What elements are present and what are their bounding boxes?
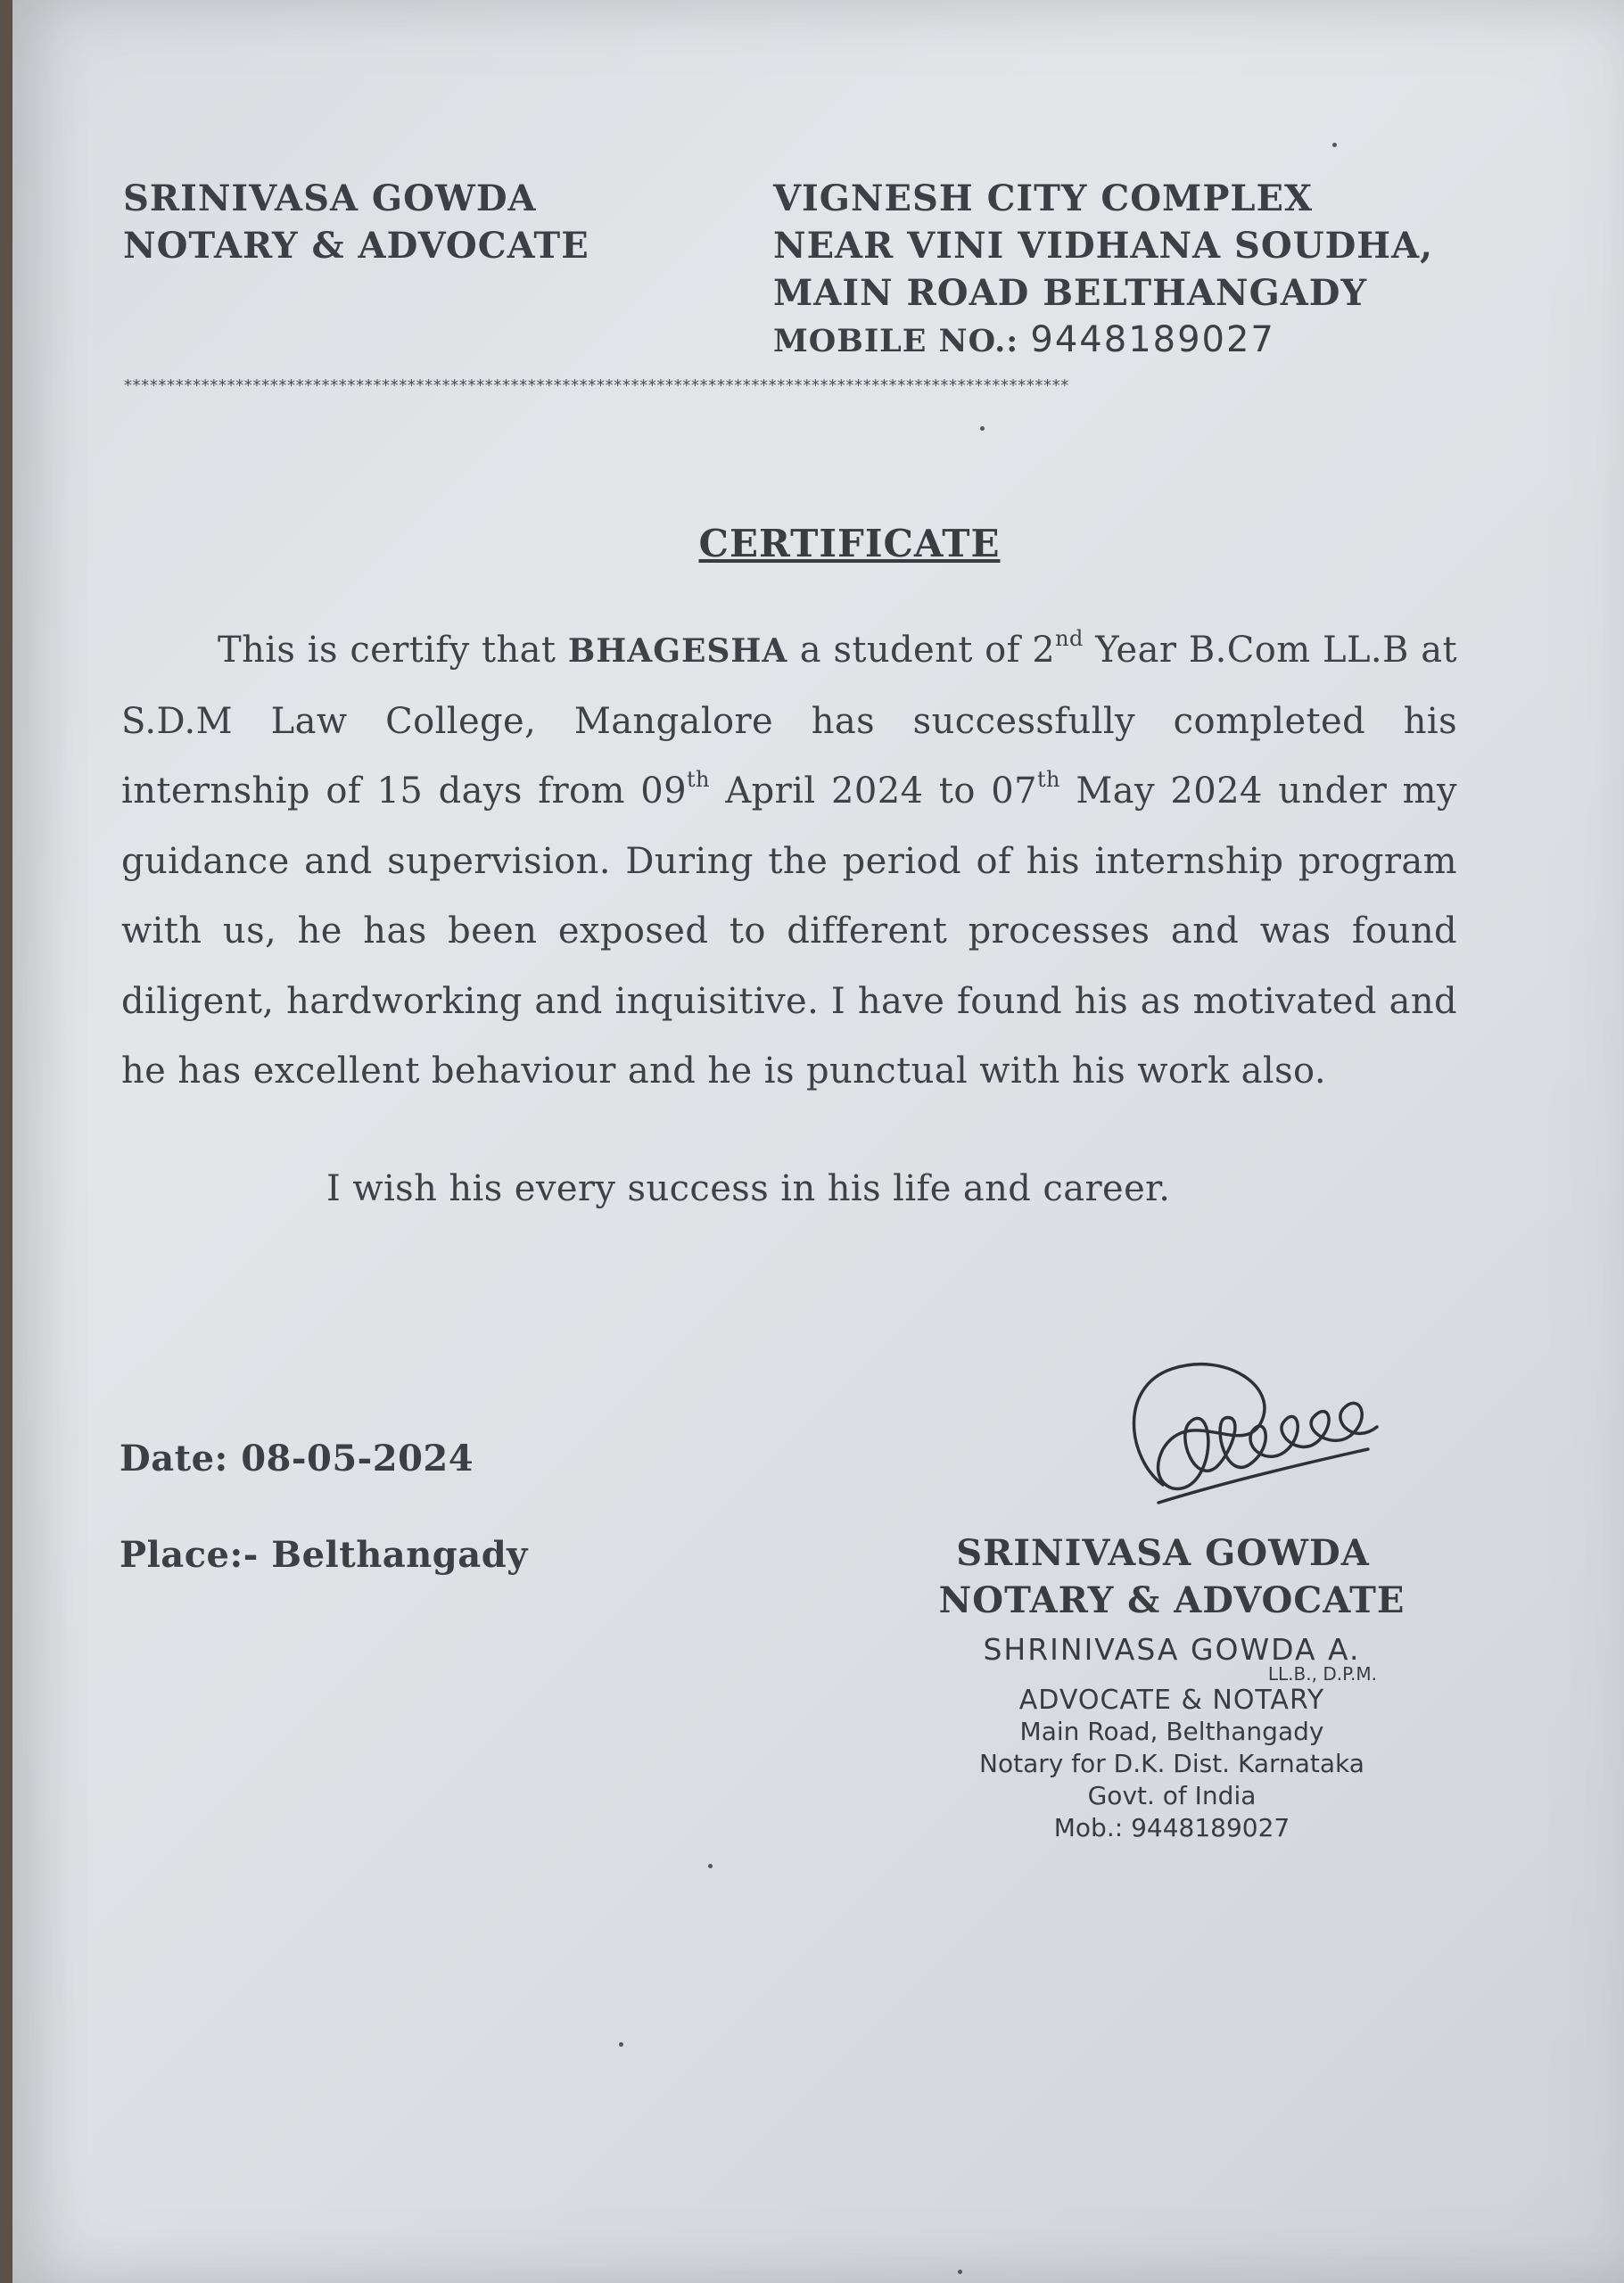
signatory-block: [922, 1529, 1422, 1624]
handwritten-signature: [1109, 1351, 1395, 1529]
body-april: April 2024 to 07: [725, 771, 1037, 812]
body-paragraph: [121, 615, 1457, 1107]
letterhead-left: [123, 175, 589, 269]
stamp-degrees: LL.B., D.P.M.: [1267, 1663, 1377, 1685]
student-name: BHAGESHA: [567, 632, 788, 670]
certificate-place: Place:- Belthangady: [120, 1534, 528, 1576]
stamp-mobile: Mob.: 9448189027: [1053, 1813, 1290, 1842]
address-line-3: MAIN ROAD BELTHANGADY: [773, 272, 1367, 314]
stamp-role: ADVOCATE & NOTARY: [1018, 1685, 1325, 1716]
mobile-line: [773, 317, 1433, 365]
certificate-title-text: CERTIFICATE: [698, 522, 1001, 565]
paper-speck: [958, 2270, 962, 2274]
stamp-govt: Govt. of India: [1087, 1781, 1257, 1810]
paper-speck: [980, 426, 985, 431]
mobile-number: 9448189027: [1030, 319, 1275, 360]
certificate-body: [121, 615, 1457, 1107]
sup-th-2: th: [1037, 767, 1060, 792]
stamp-jurisdiction: Notary for D.K. Dist. Karnataka: [979, 1749, 1364, 1778]
letterhead-title: NOTARY & ADVOCATE: [123, 225, 589, 267]
body-rest: May 2024 under my guidance and supervision. During the period of his internship program with us, he has been exposed to different processes and was found diligent, hardworking and inquisitive. I have found his as motivated and he has excellent behaviour and he is punctual with his work also.: [121, 771, 1458, 1092]
body-student-of: a student of 2: [799, 630, 1056, 671]
stamp-name: SHRINIVASA GOWDA A.: [983, 1632, 1361, 1667]
paper-speck: [1332, 143, 1337, 147]
paper-speck: [619, 2042, 623, 2047]
body-intro: This is certify that: [218, 630, 556, 671]
certificate-date: Date: 08-05-2024: [120, 1438, 474, 1479]
certificate-title: [12, 522, 1624, 565]
body-course: Year B.Com LL.B at S.D.M Law College, Mangalore has successfully completed his internship of 15 days from 09: [121, 630, 1457, 812]
letterhead-name: SRINIVASA GOWDA: [123, 177, 537, 219]
signatory-name: SRINIVASA GOWDA: [956, 1532, 1370, 1574]
address-line-2: NEAR VINI VIDHANA SOUDHA,: [773, 225, 1434, 267]
notary-stamp: [940, 1632, 1404, 1844]
letterhead-separator: **************************************************************************************************************: [123, 376, 1069, 395]
address-line-1: VIGNESH CITY COMPLEX: [773, 177, 1314, 219]
sup-nd: nd: [1055, 626, 1084, 651]
signatory-title: NOTARY & ADVOCATE: [938, 1579, 1406, 1621]
mobile-label: MOBILE NO.:: [773, 323, 1019, 359]
certificate-page: [12, 0, 1624, 2283]
closing-wish: I wish his every success in his life and career.: [326, 1168, 1171, 1209]
stamp-address: Main Road, Belthangady: [1019, 1717, 1324, 1746]
letterhead-address: [773, 175, 1433, 365]
sup-th-1: th: [686, 767, 710, 792]
paper-speck: [708, 1864, 713, 1868]
